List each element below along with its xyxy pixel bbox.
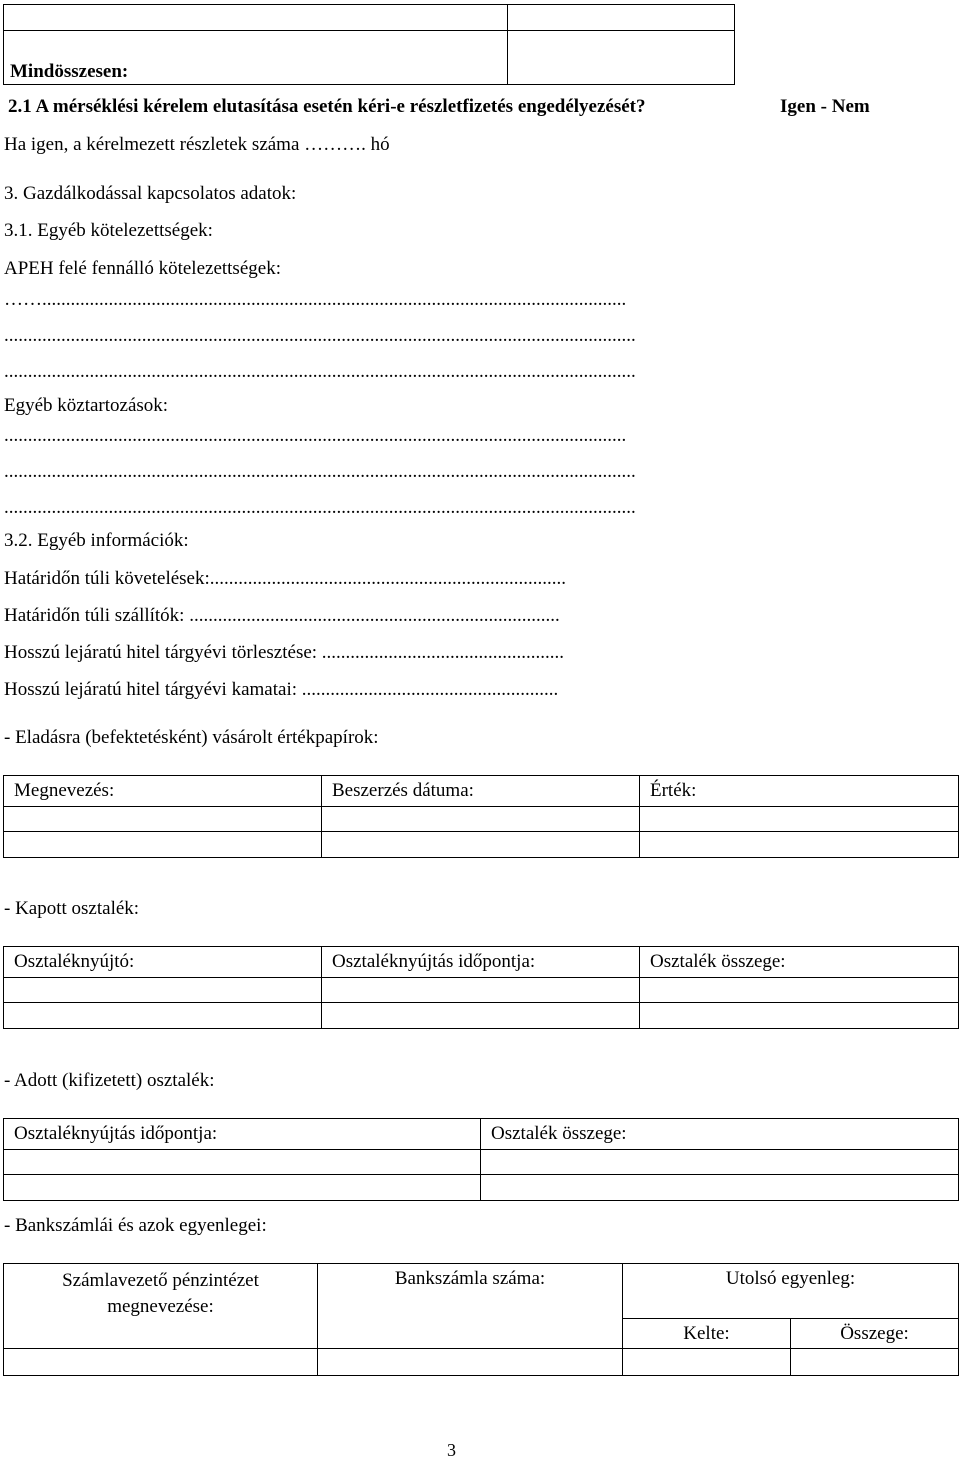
dividend-received-label: - Kapott osztalék: — [4, 898, 140, 919]
securities-header-value: Érték: — [640, 776, 959, 807]
other-debts-line: ..................................................................................................................................... — [4, 461, 636, 482]
bank-header-institution: Számlavezető pénzintézet megnevezése: — [62, 1270, 259, 1317]
bank-subheader-amount: Összege: — [791, 1319, 959, 1349]
bank-header-institution-cell — [4, 1264, 318, 1349]
dividend-received-header-amount: Osztalék összege: — [640, 947, 959, 978]
securities-header-date: Beszerzés dátuma: — [322, 776, 640, 807]
section-3-1-heading: 3.1. Egyéb kötelezettségek: — [4, 220, 213, 241]
other-debts-line: ................................................................................................................................... — [4, 425, 627, 446]
securities-header-name: Megnevezés: — [4, 776, 322, 807]
info-line: Határidőn túli követelések:........................................................................... — [4, 568, 567, 589]
table-cell — [623, 1349, 791, 1376]
summary-value-cell — [508, 31, 735, 85]
table-cell — [481, 1150, 959, 1175]
table-cell — [4, 832, 322, 858]
table-cell — [4, 807, 322, 832]
installments-line: Ha igen, a kérelmezett részletek száma ………. hó — [4, 134, 390, 155]
dividend-received-table — [3, 946, 959, 1029]
dividend-received-header-date: Osztaléknyújtás időpontja: — [322, 947, 640, 978]
table-cell — [318, 1349, 623, 1376]
table-cell — [4, 1003, 322, 1029]
table-cell — [640, 978, 959, 1003]
bank-header-account-number-cell — [318, 1264, 623, 1349]
summary-label-cell — [4, 31, 508, 85]
bank-accounts-table — [3, 1263, 959, 1376]
info-line: Hosszú lejáratú hitel tárgyévi törlesztése: ................................................... — [4, 642, 565, 663]
bank-subheader-date: Kelte: — [623, 1319, 791, 1349]
table-cell — [322, 832, 640, 858]
table-cell — [322, 978, 640, 1003]
apeh-line: ..................................................................................................................................... — [4, 361, 636, 382]
securities-label: - Eladásra (befektetésként) vásárolt értékpapírok: — [4, 727, 379, 748]
table-cell — [4, 1349, 318, 1376]
securities-table — [3, 775, 959, 858]
bank-header-account-number: Bankszámla száma: — [394, 1268, 546, 1289]
section-3-heading: 3. Gazdálkodással kapcsolatos adatok: — [4, 183, 297, 204]
table-cell — [791, 1349, 959, 1376]
answer-options: Igen - Nem — [780, 96, 870, 117]
table-cell — [322, 807, 640, 832]
dividend-paid-header-date: Osztaléknyújtás időpontja: — [4, 1119, 481, 1150]
table-cell — [4, 1175, 481, 1201]
bank-header-last-balance: Utolsó egyenleg: — [725, 1268, 856, 1289]
summary-table — [3, 4, 735, 85]
other-debts-line: ..................................................................................................................................... — [4, 497, 636, 518]
question-2-1: 2.1 A mérséklési kérelem elutasítása esetén kéri-e részletfizetés engedélyezését? — [8, 96, 646, 117]
dividend-paid-header-amount: Osztalék összege: — [481, 1119, 959, 1150]
bank-header-last-balance-cell — [623, 1264, 959, 1319]
table-cell — [481, 1175, 959, 1201]
apeh-line: ..................................................................................................................................... — [4, 325, 636, 346]
page-number: 3 — [447, 1440, 456, 1460]
summary-table-cell — [4, 5, 508, 31]
table-cell — [640, 807, 959, 832]
apeh-line: ……........................................................................................................................... — [4, 289, 627, 310]
table-cell — [640, 1003, 959, 1029]
table-cell — [322, 1003, 640, 1029]
table-cell — [4, 978, 322, 1003]
info-line: Hosszú lejáratú hitel tárgyévi kamatai: ...................................................... — [4, 679, 559, 700]
summary-label: Mindösszesen: — [10, 61, 129, 82]
dividend-paid-table — [3, 1118, 959, 1201]
table-cell — [640, 832, 959, 858]
dividend-received-header-provider: Osztaléknyújtó: — [4, 947, 322, 978]
table-cell — [4, 1150, 481, 1175]
info-line: Határidőn túli szállítók: .............................................................................. — [4, 605, 560, 626]
apeh-label: APEH felé fennálló kötelezettségek: — [4, 258, 281, 279]
summary-table-cell — [508, 5, 735, 31]
bank-accounts-label: - Bankszámlái és azok egyenlegei: — [4, 1215, 267, 1236]
dividend-paid-label: - Adott (kifizetett) osztalék: — [4, 1070, 215, 1091]
section-3-2-heading: 3.2. Egyéb információk: — [4, 530, 189, 551]
other-debts-label: Egyéb köztartozások: — [4, 395, 169, 416]
